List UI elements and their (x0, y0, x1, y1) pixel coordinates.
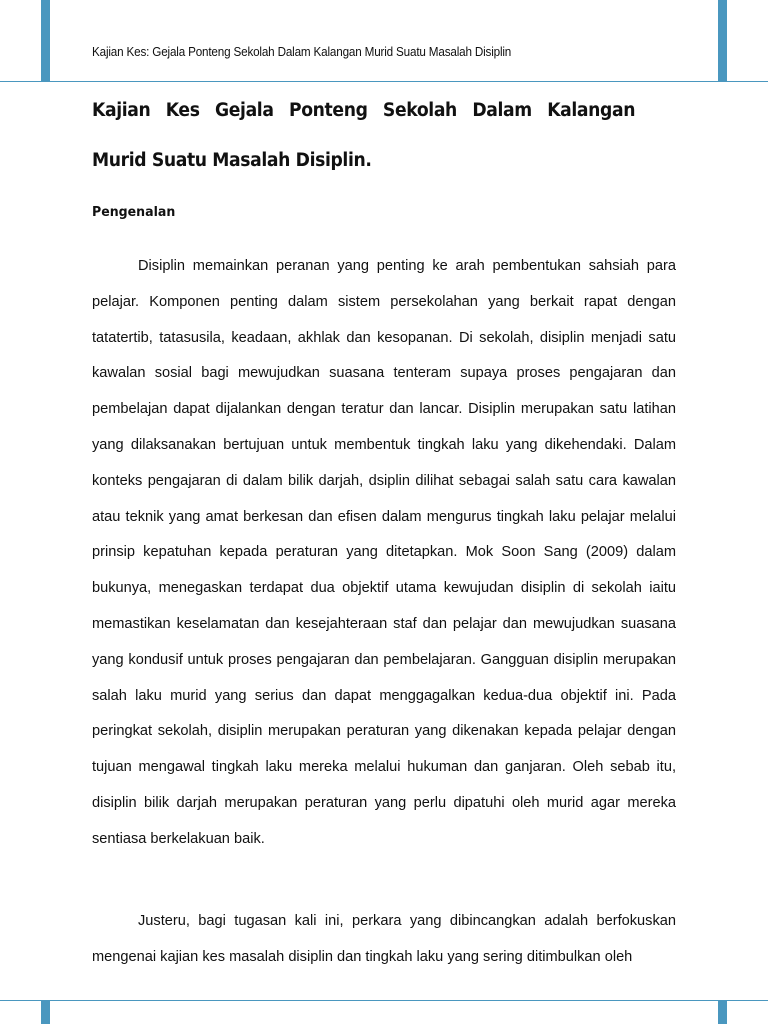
section-heading: Pengenalan (92, 204, 176, 220)
body-paragraph: Justeru, bagi tugasan kali ini, perkara yang dibincangkan adalah berfokuskan mengenai kajian kes masalah disiplin dan tingkah laku yang sering ditimbulkan oleh (92, 913, 676, 965)
footer-left-bar (41, 1000, 50, 1024)
body-paragraph: Disiplin memainkan peranan yang penting ke arah pembentukan sahsiah para pelajar. Komponen penting dalam sistem persekolahan yang berkait rapat dengan tatatertib, tatasusila, keadaan, akhlak dan kesopanan. Di sekolah, disiplin menjadi satu kawalan sosial bagi mewujudkan suasana tenteram supaya proses pengajaran dan pembelajan dapat dijalankan dengan teratur dan lancar. Disiplin merupakan satu latihan yang dilaksanakan bertujuan untuk membentuk tingkah laku yang dikehendaki. Dalam konteks pengajaran di dalam bilik darjah, dsiplin dilihat sebagai salah satu cara kawalan atau teknik yang amat berkesan dan efisen dalam mengurus tingkah laku pelajar melalui prinsip kepatuhan kepada peraturan yang ditetapkan. Mok Soon Sang (2009) dalam bukunya, menegaskan terdapat dua objektif utama kewujudan disiplin di sekolah iaitu memastikan keselamatan dan kesejahteraan staf dan pelajar dan mewujudkan suasana yang kondusif untuk proses pengajaran dan pembelajaran. Gangguan disiplin merupakan salah laku murid yang serius dan dapat menggagalkan kedua-dua objektif ini. Pada peringkat sekolah, disiplin merupakan peraturan yang dikenakan kepada pelajar dengan tujuan mengawal tingkah laku mereka melalui hukuman dan ganjaran. Oleh sebab itu, disiplin bilik darjah merupakan peraturan yang perlu dipatuhi oleh murid agar mereka sentiasa berkelakuan baik. (92, 258, 676, 847)
header-left-bar (41, 0, 50, 82)
footer-rule (0, 1000, 768, 1001)
document-title: Kajian Kes Gejala Ponteng Sekolah Dalam Kalangan Murid Suatu Masalah Disiplin. (92, 100, 636, 171)
header-right-bar (718, 0, 727, 82)
header-rule (0, 81, 768, 82)
footer-right-bar (718, 1000, 727, 1024)
running-header: Kajian Kes: Gejala Ponteng Sekolah Dalam Kalangan Murid Suatu Masalah Disiplin (92, 44, 512, 59)
